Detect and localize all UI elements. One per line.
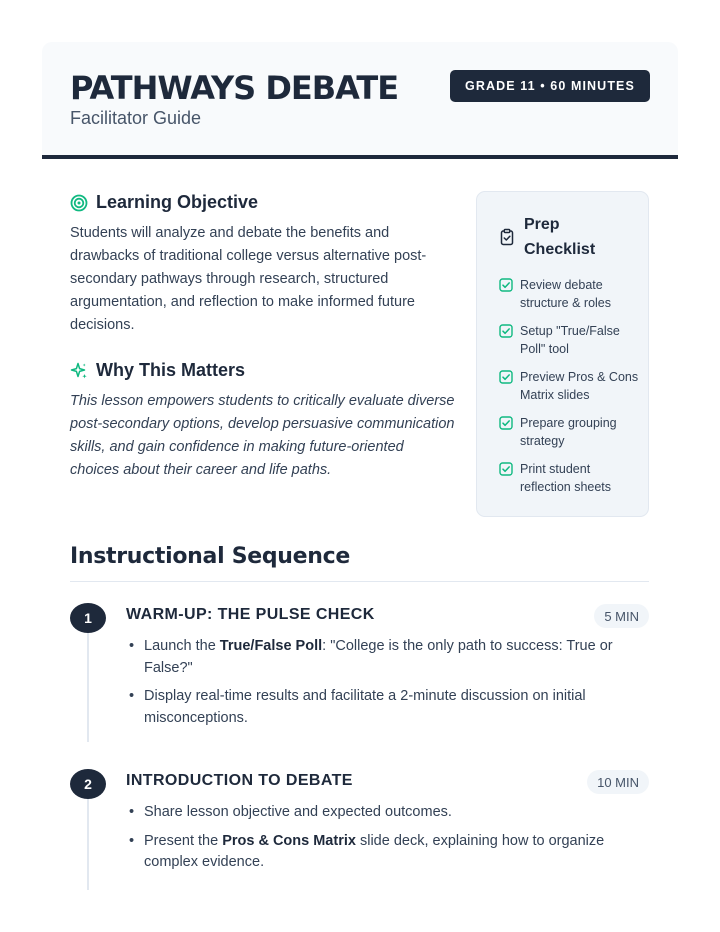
checklist-item-label: Prepare grouping strategy [520,416,617,448]
page-subtitle: Facilitator Guide [70,108,202,128]
objective-text: Students will analyze and debate the benefits and drawbacks of traditional college versus alternative post-secondary pathways through research, structured argumentation, and reflection to make informed future decisions. [70,225,427,333]
step-bullet: • Present the Pros & Cons Matrix slide deck, explaining how to organize complex evidence. [126,831,636,874]
checkbox-checked-icon [499,278,513,292]
grade-duration-badge: GRADE 11 • 60 MINUTES [450,70,650,102]
checklist-heading [498,212,614,262]
step-bullet: • Launch the True/False Poll: "College is the only path to success: True or False?" [126,636,636,679]
checklist-item[interactable] [499,322,639,358]
target-icon [70,194,88,212]
checkbox-checked-icon [499,324,513,338]
objective-heading [70,192,258,213]
why-heading [70,360,245,381]
prep-checklist-card [476,191,649,517]
checklist-items [499,276,639,506]
step-bullets [126,636,636,736]
step-duration: 5 MIN [594,604,649,628]
step-timeline-line [87,784,89,890]
step-title: WARM-UP: THE PULSE CHECK [126,606,375,623]
checklist-item[interactable] [499,276,639,312]
step-title: INTRODUCTION TO DEBATE [126,772,353,789]
checkbox-checked-icon [499,462,513,476]
objective-heading-label: Learning Objective [96,192,259,212]
step-number-badge: 2 [70,769,106,799]
checklist-item-label: Preview Pros & Cons Matrix slides [520,370,639,402]
sequence-divider [70,581,649,582]
checklist-item-label: Review debate structure & roles [520,278,612,310]
checklist-item-label: Setup "True/False Poll" tool [520,324,620,356]
sequence-title: Instructional Sequence [70,544,351,569]
guide-header [42,42,678,159]
why-heading-label: Why This Matters [96,360,246,380]
checklist-item[interactable] [499,368,639,404]
step-bullets [126,802,636,881]
step-timeline-line [87,618,89,742]
step-duration: 10 MIN [587,770,649,794]
checkbox-checked-icon [499,370,513,384]
why-text: This lesson empowers students to critically evaluate diverse post-secondary options, develop persuasive communication skills, and gain confidence in making future-oriented choices about their career and life paths. [70,393,455,478]
checkbox-checked-icon [499,416,513,430]
checklist-item[interactable] [499,460,639,496]
checklist-item-label: Print student reflection sheets [520,462,612,494]
sparkle-icon [70,362,88,380]
checklist-title: Prep Checklist [524,216,596,258]
clipboard-icon [498,228,516,246]
step-number-badge: 1 [70,603,106,633]
checklist-item[interactable] [499,414,639,450]
step-bullet: • Share lesson objective and expected outcomes. [126,802,636,824]
step-bullet: • Display real-time results and facilitate a 2-minute discussion on initial misconceptions. [126,686,636,729]
page-title: PATHWAYS DEBATE [70,69,399,107]
